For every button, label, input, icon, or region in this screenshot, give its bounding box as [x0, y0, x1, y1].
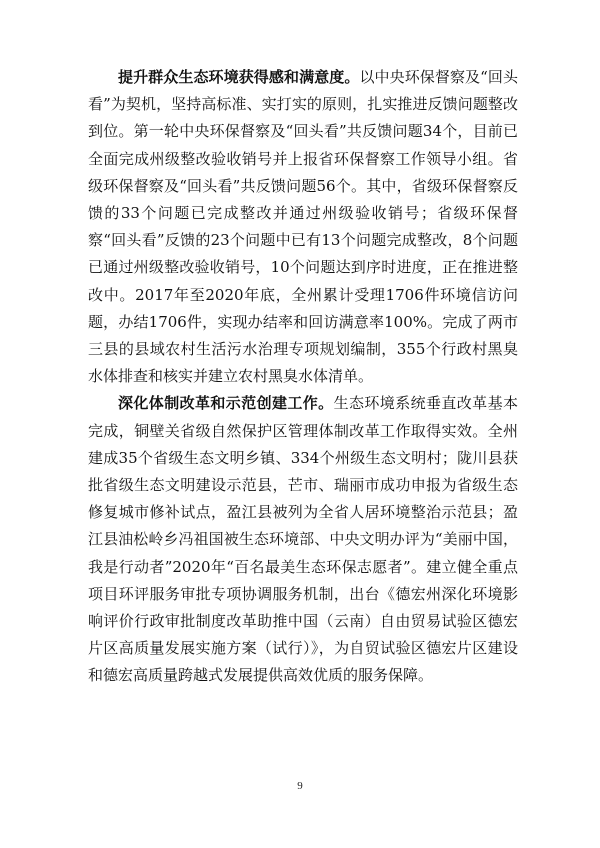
- paragraph-system-reform: [88, 390, 518, 689]
- paragraph-text: 以中央环保督察及“回头看”为契机，坚持高标准、实打实的原则，扎实推进反馈问题整改到位。第一轮中央环保督察及“回头看”共反馈问题34个，目前已全面完成州级整改验收销号并上报省环保督察工作领导小组。省级环保督察及“回头看”共反馈问题56个。其中，省级环保督察反馈的33个问题已完成整改并通过州级验收销号；省级环保督察“回头看”反馈的23个问题中已有13个问题完成整改，8个问题已通过州级整改验收销号，10个问题达到序时进度，正在推进整改中。2017年至2020年底，全州累计受理1706件环境信访问题，办结1706件，实现办结率和回访满意率100%。完成了两市三县的县域农村生活污水治理专项规划编制，355个行政村黑臭水体排查和核实并建立农村黑臭水体清单。: [88, 68, 518, 386]
- document-body: [88, 64, 518, 690]
- paragraph-heading: 深化体制改革和示范创建工作。: [118, 394, 334, 413]
- paragraph-environment-satisfaction: [88, 64, 518, 390]
- page-number: 9: [297, 780, 303, 792]
- paragraph-text: 生态环境系统垂直改革基本完成，铜壁关省级自然保护区管理体制改革工作取得实效。全州建成35个省级生态文明乡镇、334个州级生态文明村；陇川县获批省级生态文明建设示范县，芒市、瑞丽市成功申报为省级生态修复城市修补试点，盈江县被列为全省人居环境整治示范县；盈江县油松岭乡冯祖国被生态环境部、中央文明办评为“美丽中国，我是行动者”2020年“百名最美生态环保志愿者”。建立健全重点项目环评服务审批专项协调服务机制，出台《德宏州深化环境影响评价行政审批制度改革助推中国（云南）自由贸易试验区德宏片区高质量发展实施方案（试行）》，为自贸试验区德宏片区建设和德宏高质量跨越式发展提供高效优质的服务保障。: [88, 394, 518, 685]
- paragraph-heading: 提升群众生态环境获得感和满意度。: [118, 68, 360, 86]
